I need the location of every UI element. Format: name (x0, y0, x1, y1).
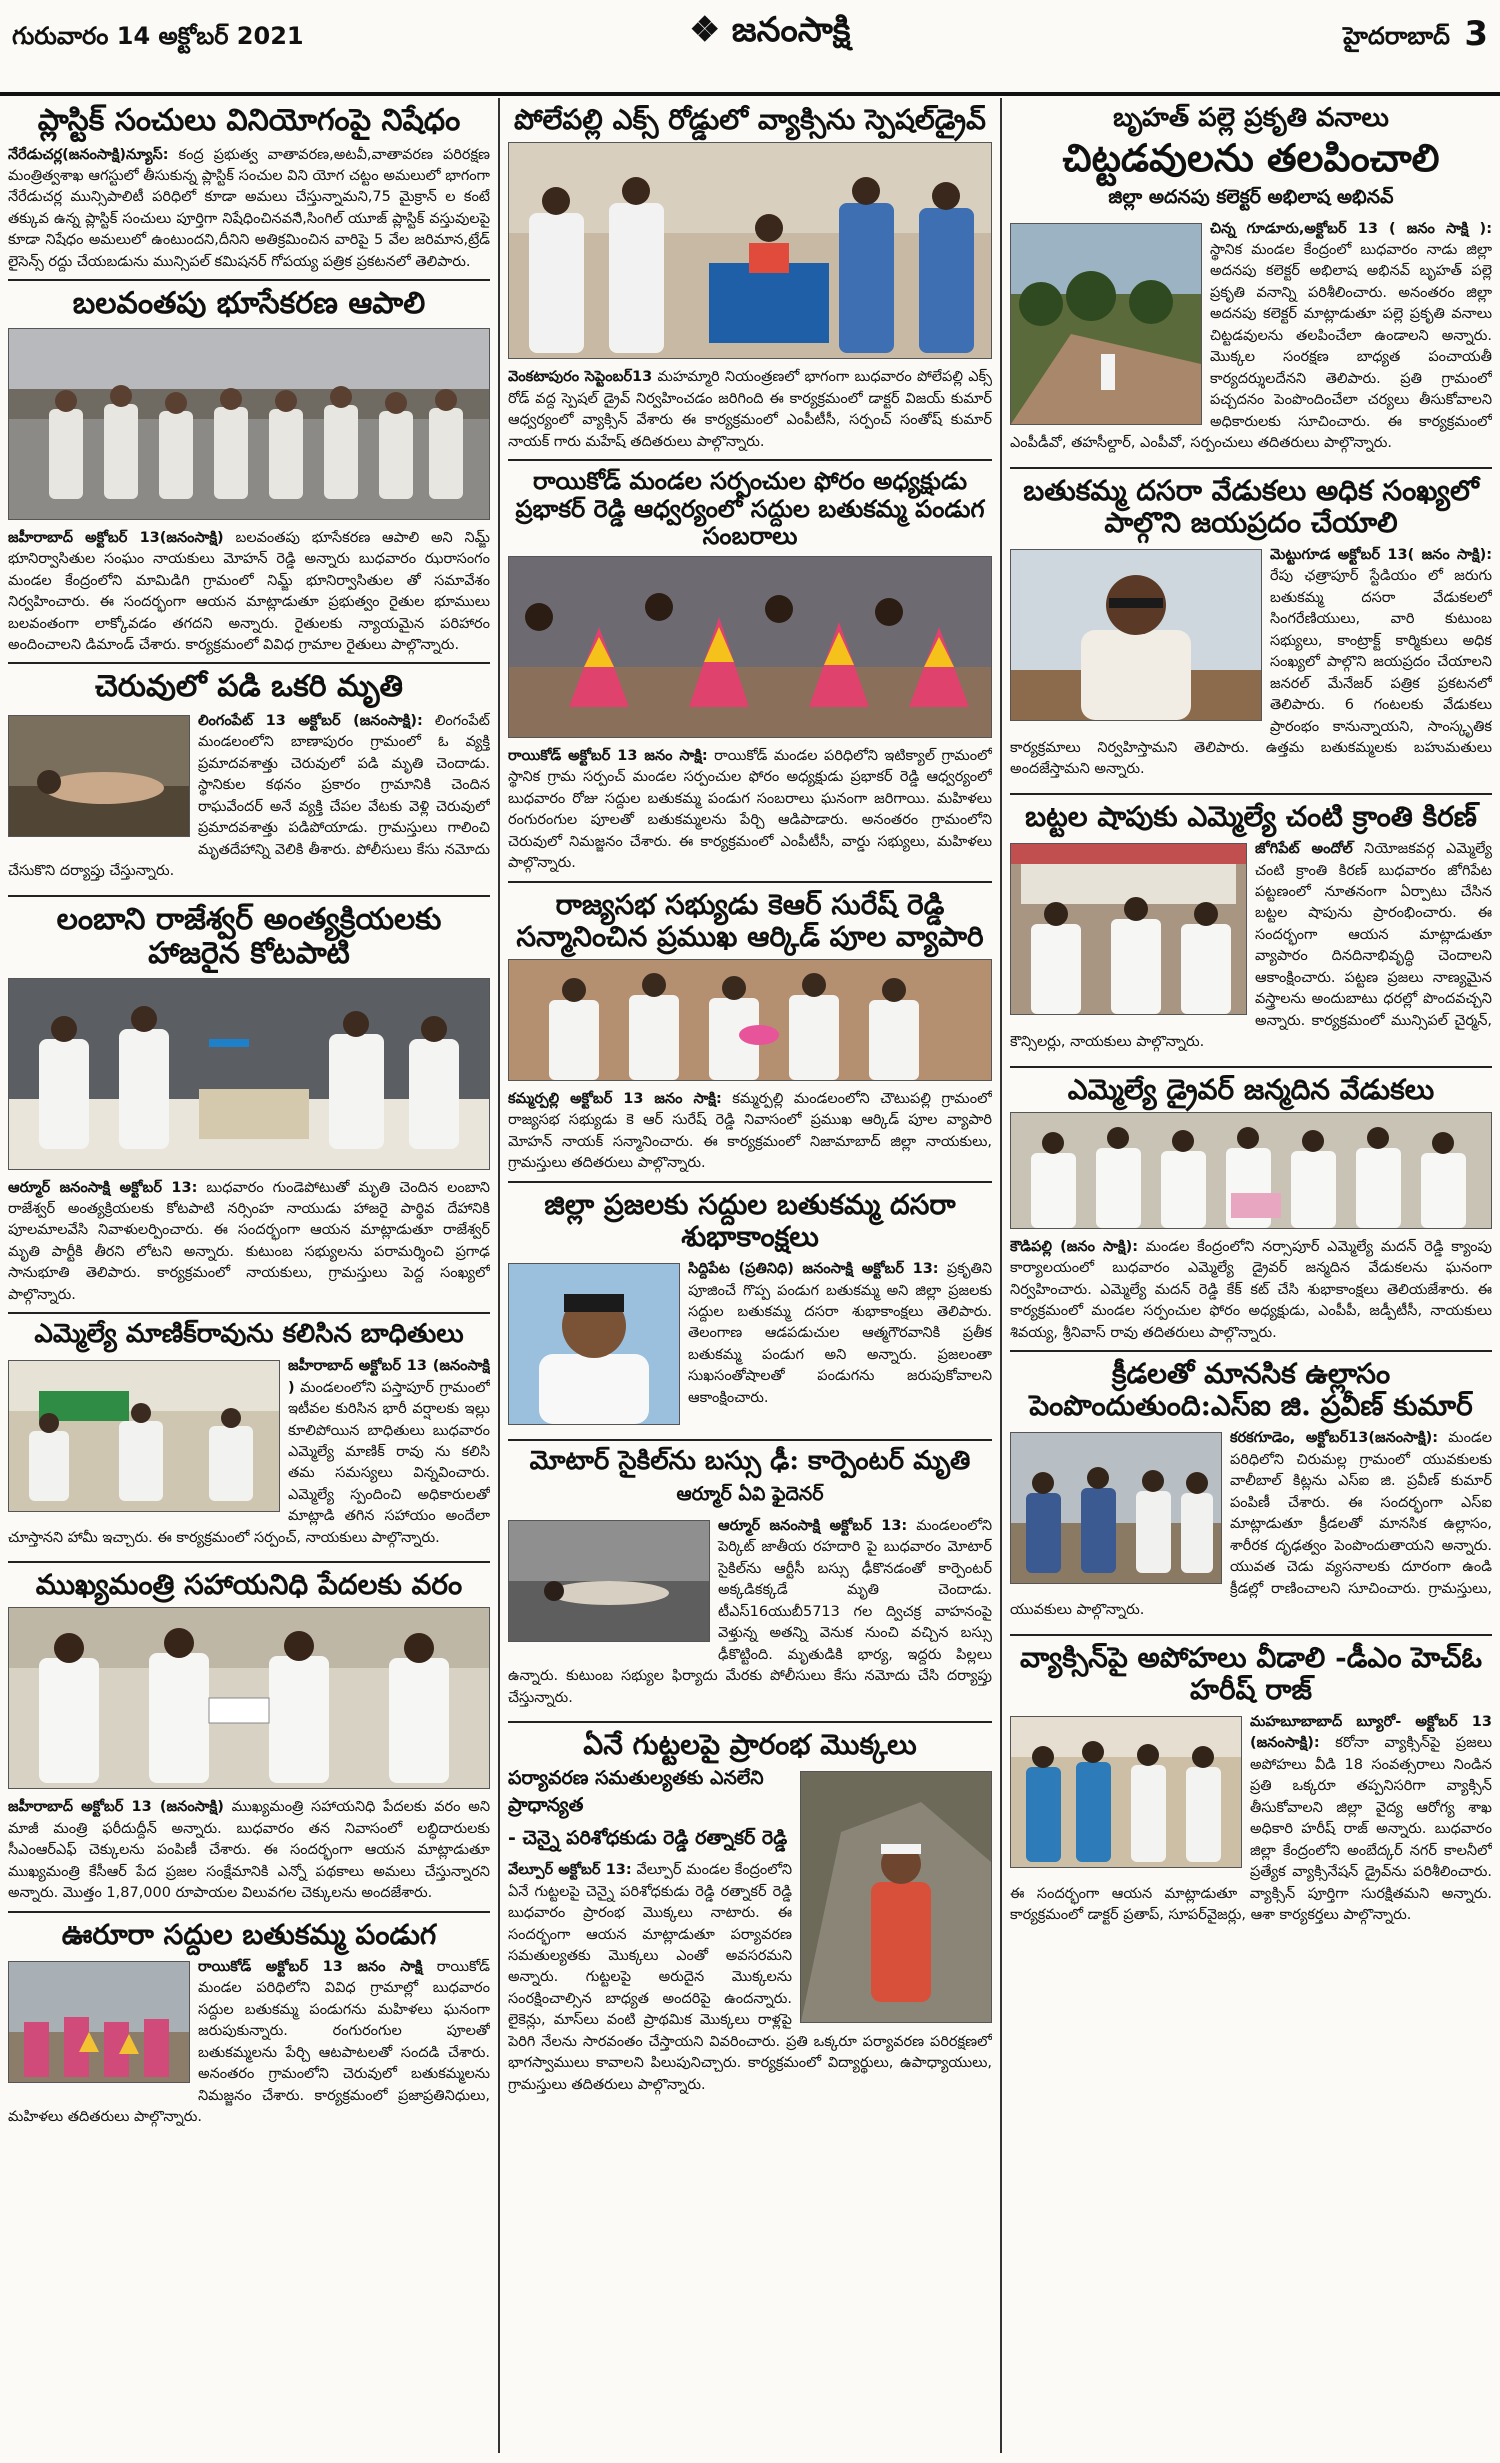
article-dateline: చిన్న గూడూరు,అక్టోబర్ 13 ( జనం సాక్షి ): (1210, 220, 1492, 237)
article-cm-relief-fund (8, 1569, 490, 1904)
article-byline: ఆర్మూర్ ఏవి ఫైదెనర్ (676, 1482, 824, 1505)
article-headline: బలవంతపు భూసేకరణ ఆపాలి (72, 286, 426, 322)
column-divider-1 (498, 98, 500, 2453)
leader-portrait-image (509, 1264, 679, 1424)
article-dateline: కౌడిపల్లి (జనం సాక్షి): (1010, 1238, 1138, 1255)
section-rule (508, 881, 992, 883)
article-dateline: రాయికోడ్ అక్టోబర్ 13 జనం సాక్షి: (508, 747, 708, 764)
section-rule (508, 1721, 992, 1723)
accident-scene-image (509, 1521, 709, 1641)
article-headline: మోటార్ సైకిల్‌ను బస్సు ఢీ: కార్పెంటర్ మృతి (529, 1446, 971, 1477)
section-rule (1010, 467, 1492, 469)
article-text: కరోనా వ్యాక్సిన్‌పై ప్రజలు అపోహలు వీడి 18 సంవత్సరాలు నిండిన ప్రతి ఒక్కరూ తప్పనిసరిగా వ్యాక్సిన్ తీసుకోవాలని జిల్లా వైద్య ఆరోగ్య శాఖ అధికారి హరీష్ రాజ్ అన్నారు. బుధవారం జిల్లా కేంద్రంలోని అంబేద్కర్ నగర్ కాలనీలో ప్రత్యేక వ్యాక్సినేషన్ డ్రైవ్‌ను పరిశీలించారు. ఈ సందర్భంగా ఆయన మాట్లాడుతూ వ్యాక్సిన్ పూర్తిగా సురక్షితమని అన్నారు. కార్యక్రమంలో డాక్టర్ ప్రతాప్, సూపర్‌వైజర్లు, ఆశా కార్యకర్తలు పాల్గొన్నారు. (1010, 1735, 1492, 1923)
article-text: స్థానిక మండల కేంద్రంలో బుధవారం నాడు జిల్లా అదనపు కలెక్టర్ అభిలాష అభినవ్ బృహత్ పల్లె ప్రకృతి వనాన్ని పరిశీలించారు. అనంతరం జిల్లా అదనపు కలెక్టర్ మాట్లాడుతూ పల్లె ప్రకృతి వనాలు చిట్టడవులను తలపించేలా ఉండాలని అన్నారు. మొక్కల సంరక్షణ బాధ్యత పంచాయతీ కార్యదర్శులదేనని తెలిపారు. ప్రతి గ్రామంలో పచ్చదనం పెంపొందించేలా చర్యలు తీసుకోవాలని అధికారులకు సూచించారు. ఈ కార్యక్రమంలో ఎంపీడీవో, తహసీల్దార్, ఎంపీవో, సర్పంచులు తదితరులు పాల్గొన్నారు. (1010, 242, 1492, 452)
section-rule (8, 895, 490, 897)
article-headline: లంబాని రాజేశ్వర్ అంత్యక్రియలకు హాజరైన కోటపాటి (56, 901, 442, 972)
article-text: లింగంపేట్ మండలంలోని బాణాపురం గ్రామంలో ఓ వ్యక్తి ప్రమాదవశాత్తు చెరువులో పడి మృతి చెందాడు. స్థానికుల కథనం ప్రకారం గ్రామానికి చెందిన రాఘవేందర్ అనే వ్యక్తి చేపల వేటకు వెళ్లి చెరువులో ప్రమాదవశాత్తు పడిపోయాడు. గ్రామస్తులు గాలించి మృతదేహాన్ని వెలికి తీశారు. పోలీసులు కేసు నమోదు చేసుకొని దర్యాప్తు చేస్తున్నారు. (8, 712, 490, 880)
birthday-group-image (1011, 1113, 1492, 1228)
funeral-image (9, 979, 490, 1169)
article-dateline: సిద్దిపేట (ప్రతినిధి) జనంసాక్షి అక్టోబర్ 13: (688, 1261, 939, 1278)
article-headline: చెరువులో పడి ఒకరి మృతి (94, 669, 404, 705)
article-dateline: ఆర్మూర్ జనంసాక్షి అక్టోబర్ 13: (8, 1179, 198, 1196)
article-text: బలవంతపు భూసేకరణ ఆపాలి అని నిమ్జ్ భూనిర్వాసితుల సంఘం నాయకులు మోహన్ రెడ్డి అన్నారు బుధవారం ఝరాసంగం మండల కేంద్రంలోని మామిడిగి గ్రామంలో నిమ్జ్ భూనిర్వాసితుల తో సమావేశం నిర్వహించారు. ఈ సందర్భంగా ఆయన మాట్లాడుతూ ప్రభుత్వం రైతుల భూములు బలవంతంగా లాక్కోవడం తగదని అన్నారు. రైతులకు న్యాయమైన పరిహారం అందించాలని డిమాండ్ చేశారు. కార్యక్రమంలో వివిధ గ్రామాల రైతులు పాల్గొన్నారు. (8, 529, 490, 653)
article-headline: రాయికోడ్ మండల సర్పంచుల ఫోరం అధ్యక్షుడు ప్రభాకర్ రెడ్డి ఆధ్వర్యంలో సద్దుల బతుకమ్మ పండుగ సంబరాలు (515, 466, 985, 551)
article-dateline: మహబూబాబాద్ బ్యూరో- అక్టోబర్ 13 (జనంసాక్షి): (1250, 1713, 1492, 1752)
article-headline: జిల్లా ప్రజలకు సద్దుల బతుకమ్మ దసరా శుభాకాంక్షలు (544, 1187, 956, 1253)
article-dateline: వేల్పూర్ అక్టోబర్ 13: (508, 1862, 632, 1879)
vaccine-drive-image (509, 143, 992, 358)
article-text: నియోజకవర్గ ఎమ్మెల్యే చంటి క్రాంతి కిరణ్ బుధవారం జోగిపేట పట్టణంలో నూతనంగా ఏర్పాటు చేసిన బట్టల షాపును ప్రారంభించారు. ఈ సందర్భంగా ఆయన మాట్లాడుతూ వ్యాపారం దినదినాభివృద్ధి చెందాలని ఆకాంక్షించారు. పట్టణ ప్రజలు నాణ్యమైన వస్త్రాలను అందుబాటు ధరల్లో పొందవచ్చని అన్నారు. కార్యక్రమంలో మున్సిపల్ చైర్మన్, కౌన్సిలర్లు, నాయకులు పాల్గొన్నారు. (1010, 841, 1492, 1051)
newspaper-logo (640, 10, 900, 62)
section-rule (1010, 793, 1492, 795)
article-kicker: బృహత్ పల్లె ప్రకృతి వనాలు (1113, 103, 1389, 133)
article-body (508, 367, 992, 453)
article-funeral (8, 903, 490, 1307)
photo-vaccine-drive (508, 142, 992, 359)
photo-accident-scene (508, 1520, 710, 1642)
article-text: బుధవారం గుండెపోటుతో మృతి చెందిన లంబాని రాజేశ్వర్ అంత్యక్రియలకు కోటపాటి నర్సింహ నాయుడు హాజరై పార్థివ దేహానికి పూలమాలవేసి నివాళులర్పించారు. ఈ సందర్భంగా ఆయన మాట్లాడుతూ రాజేశ్వర్ మృతి పార్టీకి తీరని లోటని అన్నారు. కుటుంబ సభ్యులను పరామర్శించి ప్రగాఢ సానుభూతి తెలిపారు. కార్యక్రమంలో నాయకులు, గ్రామస్తులు పెద్ద సంఖ్యలో పాల్గొన్నారు. (8, 1179, 490, 1303)
article-village-bathukamma (8, 1919, 490, 2135)
article-text: రాయికోడ్ మండల పరిధిలోని వివిధ గ్రామాల్లో బుధవారం సద్దుల బతుకమ్మ పండుగను మహిళలు ఘనంగా జరుపుకున్నారు. రంగురంగుల పూలతో బతుకమ్మలను పేర్చి ఆటపాటలతో సందడి చేశారు. అనంతరం గ్రామంలోని చెరువులో బతుకమ్మలను నిమజ్జనం చేశారు. కార్యక్రమంలో ప్రజాప్రతినిధులు, మహిళలు తదితరులు పాల్గొన్నారు. (8, 1958, 490, 2126)
article-headline: ఊరూరా సద్దుల బతుకమ్మ పండుగ (61, 1917, 437, 1951)
article-dateline: జహీరాబాద్ అక్టోబర్ 13 (జనంసాక్షి) (8, 1799, 224, 1816)
article-land-acquisition (8, 287, 490, 656)
article-dateline: జహీరాబాద్ అక్టోబర్ 13 (జనంసాక్షి ) (288, 1358, 490, 1396)
photo-leader-portrait (508, 1263, 680, 1425)
photo-hill-rock (800, 1771, 992, 2023)
article-text: వేల్పూర్ మండల కేంద్రంలోని ఏనే గుట్టలపై చెన్నై పరిశోధకుడు రెడ్డి రత్నాకర్ రెడ్డి బుధవారం ప్రారంభ మొక్కలు నాటారు. ఈ సందర్భంగా ఆయన మాట్లాడుతూ పర్యావరణ సమతుల్యతకు మొక్కలు ఎంతో అవసరమని అన్నారు. గుట్టలపై అరుదైన మొక్కలను సంరక్షించాల్సిన బాధ్యత అందరిపై ఉందన్నారు. లైకెన్లు, మాస్‌లు వంటి ప్రాథమిక మొక్కలు రాళ్లపై పెరిగి నేలను సారవంతం చేస్తాయని వివరించారు. ప్రతి ఒక్కరూ పర్యావరణ పరిరక్షణలో భాగస్వాములు కావాలని పిలుపునిచ్చారు. కార్యక్రమంలో విద్యార్థులు, ఉపాధ్యాయులు, గ్రామస్తులు తదితరులు పాల్గొన్నారు. (508, 1862, 992, 2093)
photo-official-portrait (1010, 549, 1262, 721)
photo-sports-kits (1010, 1432, 1222, 1584)
masthead (0, 0, 1500, 96)
photo-cheque-distribution (8, 1607, 490, 1789)
article-text: మండల పరిధిలోని చిరుమల్ల గ్రామంలో యువకులకు వాలీబాల్ కిట్లను ఎస్ఐ జి. ప్రవీణ్ కుమార్ పంపిణీ చేశారు. ఈ సందర్భంగా ఎస్ఐ మాట్లాడుతూ క్రీడలతో మానసిక ఉల్లాసం, శారీరక దృఢత్వం పెంపొందుతాయని అన్నారు. యువత చెడు వ్యసనాలకు దూరంగా ఉండి క్రీడల్లో రాణించాలని సూచించారు. గ్రామస్తులు, యువకులు పాల్గొన్నారు. (1010, 1430, 1492, 1619)
column-3 (1010, 98, 1492, 2453)
article-headline: ప్లాస్టిక్ సంచులు వినియోగంపై నిషేధం (37, 103, 461, 138)
article-subheading: పర్యావరణ సమతుల్యతకు ఎనలేని ప్రాధాన్యత (508, 1767, 764, 1817)
logo-text: జనంసాక్షి (731, 10, 851, 50)
article-headline: రాజ్యసభ సభ్యుడు కెఆర్ సురేష్ రెడ్డి సన్మానించిన ప్రముఖ ఆర్కిడ్ పూల వ్యాపారి (516, 887, 984, 953)
article-dateline: జోగిపేట్ అందోల్ (1255, 841, 1353, 858)
article-festival-greetings (508, 1189, 992, 1433)
section-rule (1010, 1634, 1492, 1636)
photo-birthday-group (1010, 1112, 1492, 1229)
article-headline: ఏనే గుట్టలపై ప్రారంభ మొక్కలు (583, 1728, 917, 1762)
article-vaccine-drive (508, 104, 992, 453)
article-bus-accident (508, 1447, 992, 1715)
article-dateline: లింగంపేట్ 13 అక్టోబర్ (జనంసాక్షి): (198, 712, 423, 729)
article-body (8, 145, 490, 274)
article-body (8, 528, 490, 657)
column-1 (8, 98, 490, 2453)
article-dateline: మెట్టుగూడ అక్టోబర్ 13( జనం సాక్షి): (1270, 546, 1492, 563)
article-headline: పోలేపల్లి ఎక్స్ రోడ్డులో వ్యాక్సిను స్పెషల్‌డ్రైవ్ (514, 103, 986, 136)
official-portrait-image (1011, 550, 1261, 720)
article-text: రేపు ఛత్రాపూర్ స్టేడియం లో జరుగు బతుకమ్మ దసరా వేడుకలలో సింగరేణియులు, వారి కుటుంబ సభ్యులు, కాంట్రాక్ట్ కార్మికులు అధిక సంఖ్యలో పాల్గొని జయప్రదం చేయాలని జనరల్ మేనేజర్ పత్రిక ప్రకటనలో తెలిపారు. 6 గంటలకు వేడుకలు ప్రారంభం కానున్నాయని, సాంస్కృతిక కార్యక్రమాలు నిర్వహిస్తామని తెలిపారు. ఉత్తమ బతుకమ్మలకు బహుమతులు అందజేస్తామని అన్నారు. (1010, 568, 1492, 778)
article-body (8, 1178, 490, 1307)
protest-crowd-image (9, 329, 490, 519)
article-headline: బట్టల షాపుకు ఎమ్మెల్యే చంటి క్రాంతి కిరణ్ (1025, 799, 1477, 833)
article-plastic-ban (8, 104, 490, 273)
article-text: మండల కేంద్రంలోని నర్సాపూర్ ఎమ్మెల్యే మదన్ రెడ్డి క్యాంపు కార్యాలయంలో బుధవారం ఎమ్మెల్యే డ్రైవర్ జన్మదిన వేడుకలను ఘనంగా నిర్వహించారు. ఎమ్మెల్యే మదన్ రెడ్డి కేక్ కట్ చేసి శుభాకాంక్షలు తెలియజేశారు. ఈ కార్యక్రమంలో మండల సర్పంచుల ఫోరం అధ్యక్షుడు, ఎంపీపీ, జడ్పీటీసీ, నాయకులు శివయ్య, శ్రీనివాస్ రావు తదితరులు పాల్గొన్నారు. (1010, 1238, 1492, 1341)
article-headline: ఎమ్మెల్యే డ్రైవర్ జన్మదిన వేడుకలు (1067, 1072, 1435, 1106)
photo-funeral (8, 978, 490, 1170)
article-text: మండలంలోని పస్తాపూర్ గ్రామంలో ఇటీవల కురిసిన భారీ వర్షాలకు ఇల్లు కూలిపోయిన బాధితులు బుధవారం ఎమ్మెల్యే మాణిక్ రావు ను కలిసి తమ సమస్యలు విన్నవించారు. ఎమ్మెల్యే స్పందించి అధికారులతో మాట్లాడి తగిన సహాయం అందేలా చూస్తానని హామీ ఇచ్చారు. ఈ కార్యక్రమంలో సర్పంచ్, నాయకులు పాల్గొన్నారు. (8, 1379, 490, 1546)
article-mp-felicitation (508, 889, 992, 1175)
article-dateline: వెంకటాపురం సెప్టెంబర్13 (508, 369, 653, 386)
logo-emblem-icon: ❖ (689, 10, 720, 50)
shop-opening-image (1011, 844, 1246, 1014)
article-headline: ఎమ్మెల్యే మాణిక్‌రావును కలిసిన బాధితులు (34, 1319, 464, 1350)
section-rule (8, 1312, 490, 1314)
article-body (1010, 1237, 1492, 1344)
article-text: ప్రకృతిని పూజించే గొప్ప పండుగ బతుకమ్మ అని జిల్లా ప్రజలకు సద్దుల బతుకమ్మ దసరా శుభాకాంక్షలు తెలిపారు. తెలంగాణ ఆడపడుచుల ఆత్మగౌరవానికి ప్రతీక బతుకమ్మ పండుగ అని అన్నారు. ప్రజలంతా సుఖసంతోషాలతో పండుగను జరుపుకోవాలని ఆకాంక్షించారు. (688, 1261, 992, 1406)
photo-bathukamma-celebration (508, 556, 992, 738)
article-text: రాయికోడ్ మండల పరిధిలోని ఇటిక్యాల్ గ్రామంలో స్థానిక గ్రామ సర్పంచ్ మండల సర్పంచుల ఫోరం అధ్యక్షుడు ప్రభాకర్ రెడ్డి ఆధ్వర్యంలో బుధవారం రోజు సద్దుల బతుకమ్మ పండుగ సంబరాలు ఘనంగా జరిగాయి. మహిళలు రంగురంగుల పూలతో బతుకమ్మలను పేర్చి ఆడిపాడారు. అనంతరం గ్రామంలోని చెరువులో నిమజ్జనం చేశారు. ఈ కార్యక్రమంలో ఎంపీటీసీ, వార్డు సభ్యులు, మహిళలు పాల్గొన్నారు. (508, 747, 992, 872)
article-cloth-shop (1010, 801, 1492, 1060)
section-rule (8, 662, 490, 664)
article-mla-victims (8, 1320, 490, 1555)
photo-nature-park (1010, 223, 1202, 425)
section-rule (508, 1439, 992, 1441)
photo-protest-crowd (8, 328, 490, 520)
article-dateline: కమ్మర్పల్లి అక్టోబర్ 13 జనం సాక్షి: (508, 1090, 722, 1107)
article-dateline: జహీరాబాద్ అక్టోబర్ 13(జనంసాక్షి) (8, 529, 224, 546)
article-dateline: రాయికోడ్ అక్టోబర్ 13 జనం సాక్షి (198, 1958, 423, 1975)
column-2 (508, 98, 992, 2453)
photo-village-bathukamma (8, 1961, 190, 2083)
article-dateline: కరకగూడెం, అక్టోబర్13(జనంసాక్షి): (1230, 1430, 1439, 1447)
article-text: మహమ్మారి నియంత్రణలో భాగంగా బుధవారం పోలేపల్లి ఎక్స్ రోడ్ వద్ద స్పెషల్ డ్రైవ్ నిర్వహించడం జరిగింది ఈ కార్యక్రమంలో డాక్టర్ విజయ్ కుమార్ ఆధ్వర్యంలో వ్యాక్సిన్ వేశారు ఈ కార్యక్రమంలో ఎంపీటీసీ, సర్పంచ్ సంతోష్ కుమార్ నాయక్ గారు మహేష్ తదితరులు పాల్గొన్నారు. (508, 369, 992, 450)
article-nature-parks (1010, 104, 1492, 461)
lake-death-image (9, 716, 189, 836)
article-text: మండలంలోని పెర్కిట్ జాతీయ రహదారి పై బుధవారం మోటార్ సైకిల్‌ను ఆర్టీసీ బస్సు ఢీకొనడంతో కార్పెంటర్ అక్కడికక్కడే మృతి చెందాడు. టీఎస్16యుబీ5713 గల ద్విచక్ర వాహనంపై వెళ్తున్న అతన్ని వెనుక నుంచి వచ్చిన బస్సు ఢీకొట్టింది. మృతుడికి భార్య, ఇద్దరు పిల్లలు ఉన్నారు. కుటుంబ సభ్యుల ఫిర్యాదు మేరకు పోలీసులు కేసు నమోదు చేసి దర్యాప్తు చేస్తున్నారు. (508, 1517, 992, 1706)
felicitation-image (509, 960, 992, 1080)
section-rule (508, 459, 992, 461)
section-rule (1010, 1066, 1492, 1068)
mla-meeting-image (9, 1361, 279, 1511)
hill-rock-image (801, 1772, 991, 2022)
issue-date: గురువారం 14 అక్టోబర్ 2021 (12, 22, 304, 50)
article-vaccine-myths (1010, 1642, 1492, 1933)
article-dateline: ఆర్మూర్ జనంసాక్షి అక్టోబర్ 13: (718, 1517, 908, 1534)
vaccination-camp-image (1011, 1717, 1241, 1867)
article-dasara-celebrations (1010, 475, 1492, 787)
article-headline: ముఖ్యమంత్రి సహాయనిధి పేదలకు వరం (35, 1568, 463, 1602)
nature-park-image (1011, 224, 1201, 424)
photo-vaccination-camp (1010, 1716, 1242, 1868)
article-byline: జిల్లా అదనపు కలెక్టర్ అభిలాష అభినవ్ (1108, 185, 1394, 208)
article-sports (1010, 1358, 1492, 1627)
article-headline: చిట్టడవులను తలపించాలి (1062, 134, 1440, 180)
article-subheading-2: - చెన్నై పరిశోధకుడు రెడ్డి రత్నాకర్ రెడ్డి (508, 1827, 788, 1850)
article-headline: బతుకమ్మ దసరా వేడుకలు అధిక సంఖ్యలో పాల్గొని జయప్రదం చేయాలి (1023, 473, 1479, 539)
article-lake-death (8, 670, 490, 888)
cheque-distribution-image (9, 1608, 490, 1788)
page-number: 3 (1464, 14, 1488, 54)
article-sarpanch-bathukamma (508, 467, 992, 875)
bathukamma-celebration-image (509, 557, 992, 737)
section-rule (1010, 1350, 1492, 1352)
photo-body-recovered (8, 715, 190, 837)
village-bathukamma-image (9, 1962, 189, 2082)
article-driver-birthday (1010, 1074, 1492, 1344)
article-body (508, 1089, 992, 1175)
photo-shop-opening (1010, 843, 1247, 1015)
article-body (508, 746, 992, 875)
edition-city: హైదరాబాద్ (1343, 22, 1450, 50)
section-rule (8, 279, 490, 281)
photo-felicitation (508, 959, 992, 1081)
section-rule (508, 1181, 992, 1183)
article-text: ముఖ్యమంత్రి సహాయనిధి పేదలకు వరం అని మాజీ మంత్రి ఫరీదుద్దీన్ అన్నారు. బుధవారం తన నివాసంలో లబ్ధిదారులకు సీఎంఆర్ఎఫ్ చెక్కులను పంపిణీ చేశారు. ఈ సందర్భంగా ఆయన మాట్లాడుతూ ముఖ్యమంత్రి కేసీఆర్ పేద ప్రజల సంక్షేమానికి ఎన్నో పథకాలు అమలు చేస్తున్నారని అన్నారు. మొత్తం 1,87,000 రూపాయల విలువగల చెక్కులను అందజేశారు. (8, 1799, 490, 1902)
article-dateline: నేరేడుచర్ల(జనంసాక్షి)న్యూస్: (8, 146, 169, 163)
photo-mla-meeting (8, 1360, 280, 1512)
article-text: కమ్మర్పల్లి మండలంలోని చౌటుపల్లి గ్రామంలో రాజ్యసభ సభ్యుడు కె ఆర్ సురేష్ రెడ్డి నివాసంలో ప్రముఖ ఆర్కిడ్ పూల వ్యాపారి మోహన్ నాయక్ సన్మానించారు. ఈ కార్యక్రమంలో నిజామాబాద్ జిల్లా నాయకులు, గ్రామస్తులు తదితరులు పాల్గొన్నారు. (508, 1090, 992, 1172)
column-divider-2 (1000, 98, 1002, 2453)
section-rule (8, 1911, 490, 1913)
article-headline: క్రీడలతో మానసిక ఉల్లాసం పెంపొందుతుంది:ఎస్ఐ జి. ప్రవీణ్ కుమార్ (1029, 1357, 1473, 1423)
article-body (8, 1797, 490, 1904)
article-text: కంద్ర ప్రభుత్వ వాతావరణ,అటవీ,వాతావరణ పరిరక్షణ మంత్రిత్వశాఖ ఆగస్టులో తీసుకున్న ప్లాస్టిక్ సంచుల విని యోగ చట్టం అమలులో భాగంగా నేరేడుచర్ల మున్సిపాలిటీ పరిధిలో కూడా అమలు చేస్తున్నామని,75 మైక్రాన్ ల కంటే తక్కువ ఉన్న ప్లాస్టిక్ సంచులు పూర్తిగా నిషేధించినవనిి,సింగిల్ యూజ్ ప్లాస్టిక్ వస్తువులపై కూడా నిషేధం అమలులో ఉంటుందని,దీనిని అతిక్రమించిన వారిపై 5 వేల జరిమాన,ట్రేడ్ లైసెన్స్ రద్దు చేయబడును మున్సిపల్ కమిషనర్ గోపయ్య పత్రిక ప్రకటనలో తెలిపారు. (8, 146, 490, 270)
sports-kits-image (1011, 1433, 1221, 1583)
article-headline: వ్యాక్సిన్‌పై అపోహలు వీడాలి -డీఎం హెచ్ఓ హరీష్ రాజ్ (1020, 1640, 1482, 1706)
section-rule (8, 1561, 490, 1563)
article-hill-plants (508, 1729, 992, 2102)
